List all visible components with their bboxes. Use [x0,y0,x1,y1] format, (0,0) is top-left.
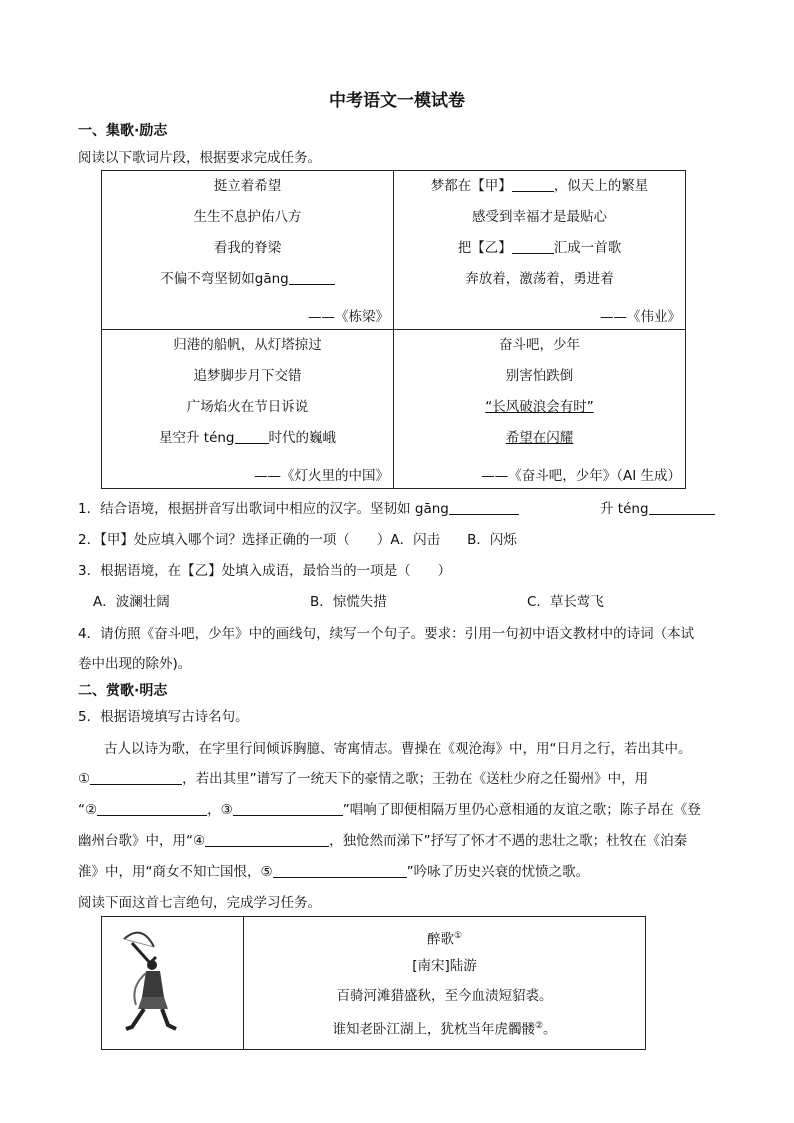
lyrics-cell-3 [102,330,394,489]
archer-illustration [102,917,243,1045]
question-5: 5．根据语境填写古诗名句。 [78,709,249,725]
underlined-lyric-line: “长风破浪会有时” [485,399,594,415]
section-2-intro: 阅读下面这首七言绝句，完成学习任务。 [78,895,321,911]
answer-blank[interactable] [205,833,329,848]
lyric-line: 广场焰火在节日诉说 [186,399,309,415]
lyric-line: 奋斗吧，少年 [499,337,580,353]
poem-author: [南宋]陆游 [412,958,477,974]
lyric-line: 归港的船帆，从灯塔掠过 [173,337,322,353]
blank-number: “② [78,802,98,818]
lyrics-table [101,170,686,489]
lyric-text: 汇成一首歌 [553,240,622,256]
poem-line [244,1011,645,1041]
lyrics-cell-1 [102,171,394,330]
passage-text: ”唱响了即便相隔万里仍心意相通的友谊之歌；陈子昂在《登 [342,802,701,818]
lyric-line: 别害怕跌倒 [505,368,574,384]
poem-text-cell [244,917,646,1050]
lyric-line: 感受到幸福才是最贴心 [472,209,607,225]
question-2: 2．【甲】处应填入哪个词？选择正确的一项（ ）A．闪击 B．闪烁 [78,532,517,548]
answer-blank[interactable] [97,802,207,817]
lyric-line: 看我的脊梁 [213,240,282,256]
question-4-line-2: 卷中出现的除外)。 [78,656,192,672]
lyric-line: 奔放着，激荡着，勇进着 [465,271,614,287]
passage-text: ，独怆然而涕下”抒写了怀才不遇的悲壮之歌；杜牧在《泊秦 [329,833,688,849]
lyric-line: 追梦脚步月下交错 [193,368,302,384]
footnote-mark: ② [534,1021,544,1031]
option-c[interactable]: C．草长莺飞 [527,594,604,610]
underlined-lyric-line: 希望在闪耀 [505,430,574,446]
lyric-text: 把【乙】 [457,240,512,256]
lyric-text: 不偏不弯坚韧如gāng [160,271,289,287]
answer-blank[interactable] [90,771,182,786]
poem-text: 。 [543,1021,557,1038]
lyric-line [394,171,685,202]
song-source: ——《奋斗吧，少年》（AI 生成） [481,468,681,484]
lyric-line [102,423,393,454]
lyrics-cell-2 [394,171,686,330]
lyrics-cell-4 [394,330,686,489]
passage-line-4 [78,829,687,849]
question-4-line-1: 4．请仿照《奋斗吧，少年》中的画线句，续写一个句子。要求：引用一句初中语文教材中的诗词（本试 [78,626,695,642]
answer-blank[interactable] [649,501,715,516]
question-text: 升 téng [600,501,649,517]
lyric-text: ，似天上的繁星 [553,178,649,194]
passage-text: 幽州台歌》中，用“④ [78,833,206,849]
lyric-text: 梦都在【甲】 [430,178,512,194]
answer-blank[interactable] [512,178,554,193]
passage-text: ”吟咏了历史兴衰的忧愤之歌。 [406,864,590,880]
song-source: ——《栋梁》 [308,309,389,325]
passage-text: ，若出其里”谱写了一统天下的豪情之歌；王勃在《送杜少府之任蜀州》中，用 [182,771,649,787]
poem-illustration-cell [102,917,244,1050]
option-a[interactable]: A．波澜壮阔 [93,594,170,610]
lyric-line [394,233,685,264]
answer-blank[interactable] [235,430,269,445]
answer-blank[interactable] [449,501,519,516]
option-b[interactable]: B．惊慌失措 [310,594,387,610]
question-3: 3．根据语境，在【乙】处填入成语，最恰当的一项是（ ） [78,563,452,579]
question-1-b [600,497,715,517]
lyric-line: 生生不息护佑八方 [193,209,302,225]
question-text: 1．结合语境，根据拼音写出歌词中相应的汉字。坚韧如 gāng [78,501,449,517]
poem-line: 百骑河滩猎盛秋，至今血渍短貂裘。 [336,988,553,1004]
poem-title-line [244,921,645,951]
passage-line-2 [78,767,648,787]
song-source: ——《灯火里的中国》 [254,468,389,484]
blank-number: ，③ [207,802,233,818]
footnote-mark: ① [453,931,463,941]
lyric-line: 挺立着希望 [213,178,282,194]
section-heading-1: 一、集歌·励志 [78,123,168,139]
passage-line-1: 古人以诗为歌，在字里行间倾诉胸臆、寄寓情志。曹操在《观沧海》中，用“日月之行，若出其中。 [104,741,692,757]
poem-title: 醉歌 [426,931,454,948]
poem-table [101,916,646,1050]
lyric-line [102,264,393,295]
page-title: 中考语文一模试卷 [329,91,465,111]
answer-blank[interactable] [512,240,554,255]
song-source: ——《伟业》 [600,309,681,325]
passage-text: 淮》中，用“商女不知亡国恨，⑤ [78,864,273,880]
lyric-text: 星空升 téng [158,430,235,446]
answer-blank[interactable] [273,864,407,879]
lyric-text: 时代的巍峨 [268,430,336,446]
answer-blank[interactable] [289,271,335,286]
answer-blank[interactable] [233,802,343,817]
poem-text: 谁知老卧江湖上，犹枕当年虎髑髅 [332,1021,535,1038]
section-heading-2: 二、赏歌·明志 [78,683,168,699]
passage-line-3 [78,798,701,818]
question-1 [78,497,519,517]
passage-line-5 [78,860,589,880]
blank-number: ① [78,771,91,787]
section-1-intro: 阅读以下歌词片段，根据要求完成任务。 [78,150,321,166]
